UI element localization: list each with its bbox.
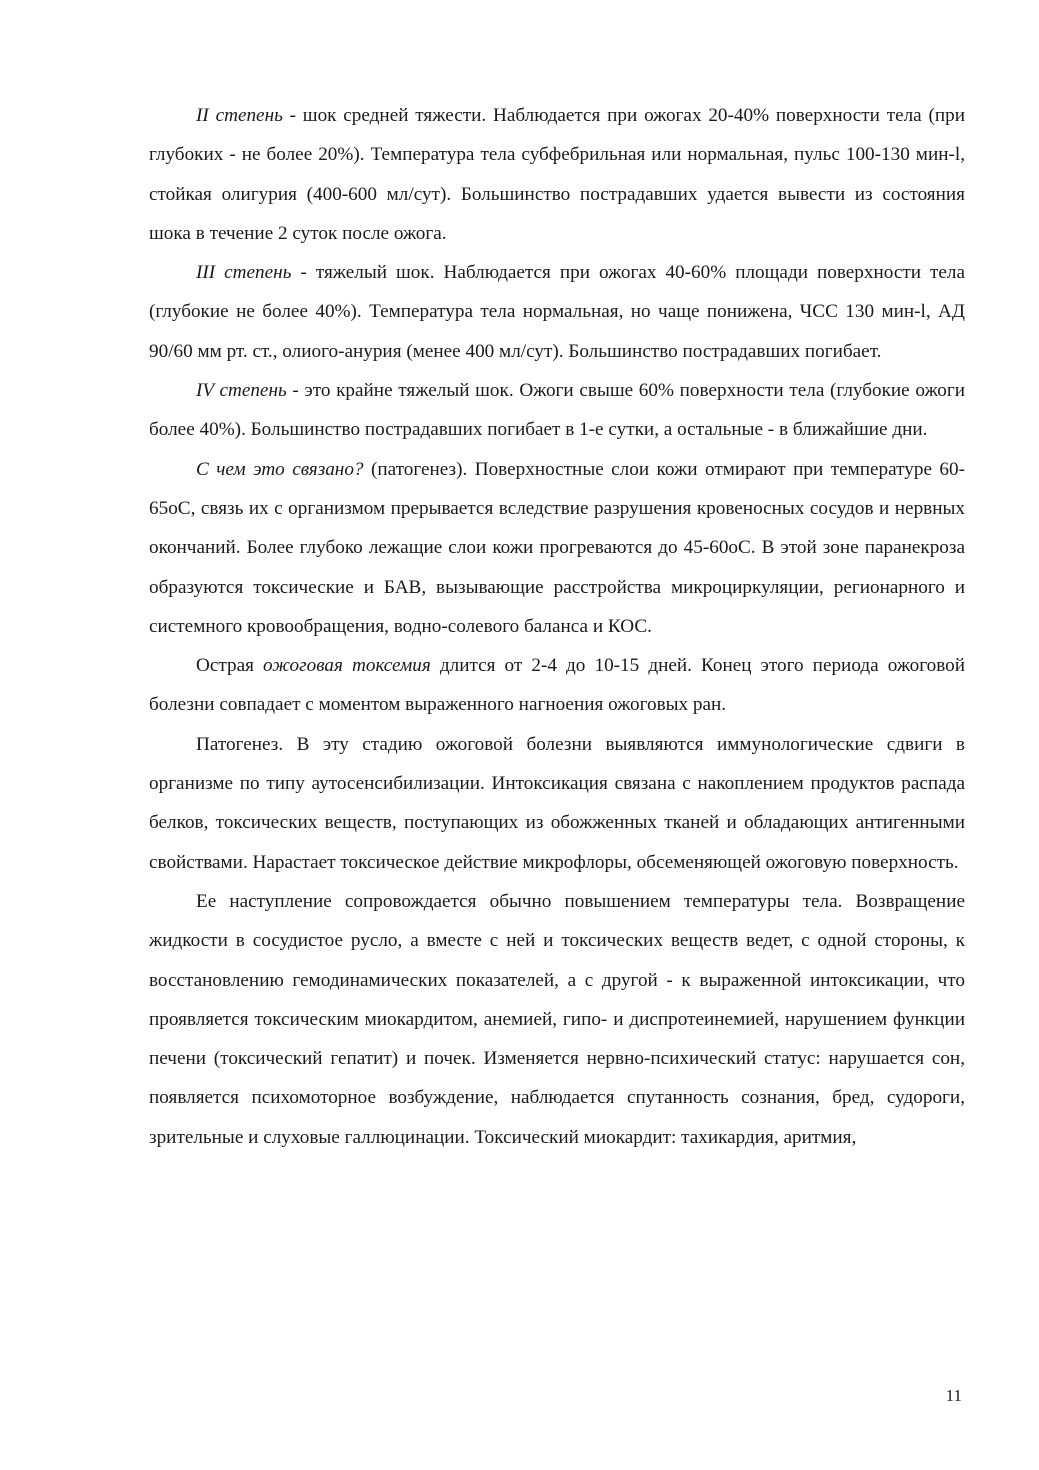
paragraph-degree-4 <box>149 371 965 450</box>
degree-3-term: III степень <box>196 262 292 284</box>
pathogenesis-question: С чем это связано? <box>196 458 364 480</box>
paragraph-toxemia <box>149 646 965 725</box>
paragraph-degree-3 <box>149 253 965 371</box>
page-number: 11 <box>945 1386 962 1405</box>
onset-text: Ее наступление сопровождается обычно повышением температуры тела. Возвращение жидкости в сосудистое русло, а вместе с ней и токсических веществ ведет, с одной стороны, к восстановлению гемодинамических показателей, а с другой - к выраженной интоксикации, что проявляется токсическим миокардитом, анемией, гипо- и диспротеинемией, нарушением функции печени (токсический гепатит) и почек. Изменяется нервно-психический статус: нарушается сон, появляется психомоторное возбуждение, наблюдается спутанность сознания, бред, судороги, зрительные и слуховые галлюцинации. Токсический миокардит: тахикардия, аритмия, <box>149 890 965 1148</box>
pathogenesis-text: (патогенез). Поверхностные слои кожи отмирают при температуре 60-65оС, связь их с организмом прерывается вследствие разрушения кровеносных сосудов и нервных окончаний. Более глубоко лежащие слои кожи прогреваются до 45-60оС. В этой зоне паранекроза образуются токсические и БАВ, вызывающие расстройства микроциркуляции, регионарного и системного кровообращения, водно-солевого баланса и КОС. <box>149 458 965 637</box>
toxemia-text: длится от 2-4 до 10-15 дней. Конец этого периода ожоговой болезни совпадает с моментом выраженного нагноения ожоговых ран. <box>149 655 965 716</box>
paragraph-pathogenesis <box>149 450 965 646</box>
body-text <box>149 96 965 1157</box>
paragraph-toxemia-pathogenesis <box>149 725 965 882</box>
paragraph-degree-2 <box>149 96 965 253</box>
degree-2-text: - шок средней тяжести. Наблюдается при ожогах 20-40% поверхности тела (при глубоких - не более 20%). Температура тела субфебрильная или нормальная, пульс 100-130 мин-l, стойкая олигурия (400-600 мл/сут). Большинство пострадавших удается вывести из состояния шока в течение 2 суток после ожога. <box>149 105 966 244</box>
toxemia-term: ожоговая токсемия <box>263 655 431 677</box>
toxemia-pre: Острая <box>196 655 264 677</box>
paragraph-onset <box>149 882 965 1157</box>
degree-2-term: II степень <box>196 105 283 126</box>
toxemia-pathogenesis-text: Патогенез. В эту стадию ожоговой болезни выявляются иммунологические сдвиги в организме по типу аутосенсибилизации. Интоксикация связана с накоплением продуктов распада белков, токсических веществ, поступающих из обожженных тканей и обладающих антигенными свойствами. Нарастает токсическое действие микрофлоры, обсеменяющей ожоговую поверхность. <box>149 733 965 873</box>
degree-4-text: - это крайне тяжелый шок. Ожоги свыше 60% поверхности тела (глубокие ожоги более 40%). Большинство пострадавших погибает в 1-е сутки, а остальные - в ближайшие дни. <box>149 380 966 441</box>
degree-3-text: - тяжелый шок. Наблюдается при ожогах 40-60% площади поверхности тела (глубокие не более 40%). Температура тела нормальная, но чаще понижена, ЧСС 130 мин-l, АД 90/60 мм рт. ст., олиого-анурия (менее 400 мл/сут). Большинство пострадавших погибает. <box>149 262 965 362</box>
degree-4-term: IV степень <box>196 380 287 402</box>
